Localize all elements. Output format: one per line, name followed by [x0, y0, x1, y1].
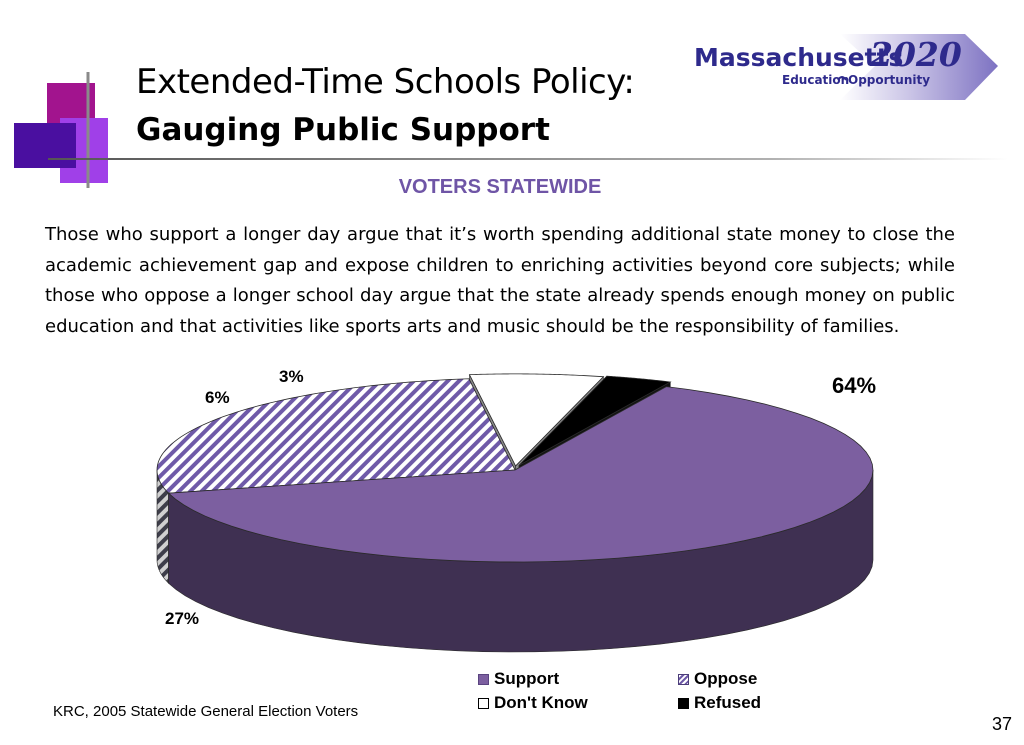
page-subtitle: Gauging Public Support: [136, 112, 550, 148]
data-label-don-t-know: 6%: [205, 388, 230, 407]
legend-swatch-support: [478, 674, 489, 685]
data-label-oppose: 27%: [165, 609, 200, 628]
chart-subtitle: VOTERS STATEWIDE: [398, 176, 602, 198]
legend-item-oppose: [678, 669, 798, 689]
logo-tag-left: Education: [782, 73, 850, 87]
description-paragraph: Those who support a longer day argue that it’s worth spending additional state money to close the academic achievement gap and expose children to enriching activities beyond core subjects; while those who oppose a longer school day argue that the state already spends enough money on public education and that activities like sports arts and music should be the responsibility of families.: [45, 224, 955, 337]
page-title: Extended-Time Schools Policy:: [136, 62, 635, 102]
legend-item-refused: [678, 693, 798, 713]
legend-swatch-oppose: [678, 674, 689, 685]
legend-label-dont-know: Don't Know: [494, 693, 588, 712]
legend-item-support: [478, 669, 678, 689]
chart-legend: [478, 669, 798, 713]
logo-tag-right: Opportunity: [848, 73, 931, 87]
logo-main-text: Massachusetts: [694, 43, 904, 72]
legend-swatch-refused: [678, 698, 689, 709]
logo-year: 2020: [870, 35, 962, 74]
legend-swatch-dont-know: [478, 698, 489, 709]
legend-item-dont-know: [478, 693, 678, 713]
legend-label-refused: Refused: [694, 693, 762, 712]
data-label-support: 64%: [832, 373, 877, 398]
source-note: KRC, 2005 Statewide General Election Voters: [53, 703, 359, 720]
legend-label-support: Support: [494, 669, 560, 688]
page-number: 37: [991, 714, 1012, 734]
data-label-refused: 3%: [279, 367, 304, 386]
legend-label-oppose: Oppose: [694, 669, 758, 688]
